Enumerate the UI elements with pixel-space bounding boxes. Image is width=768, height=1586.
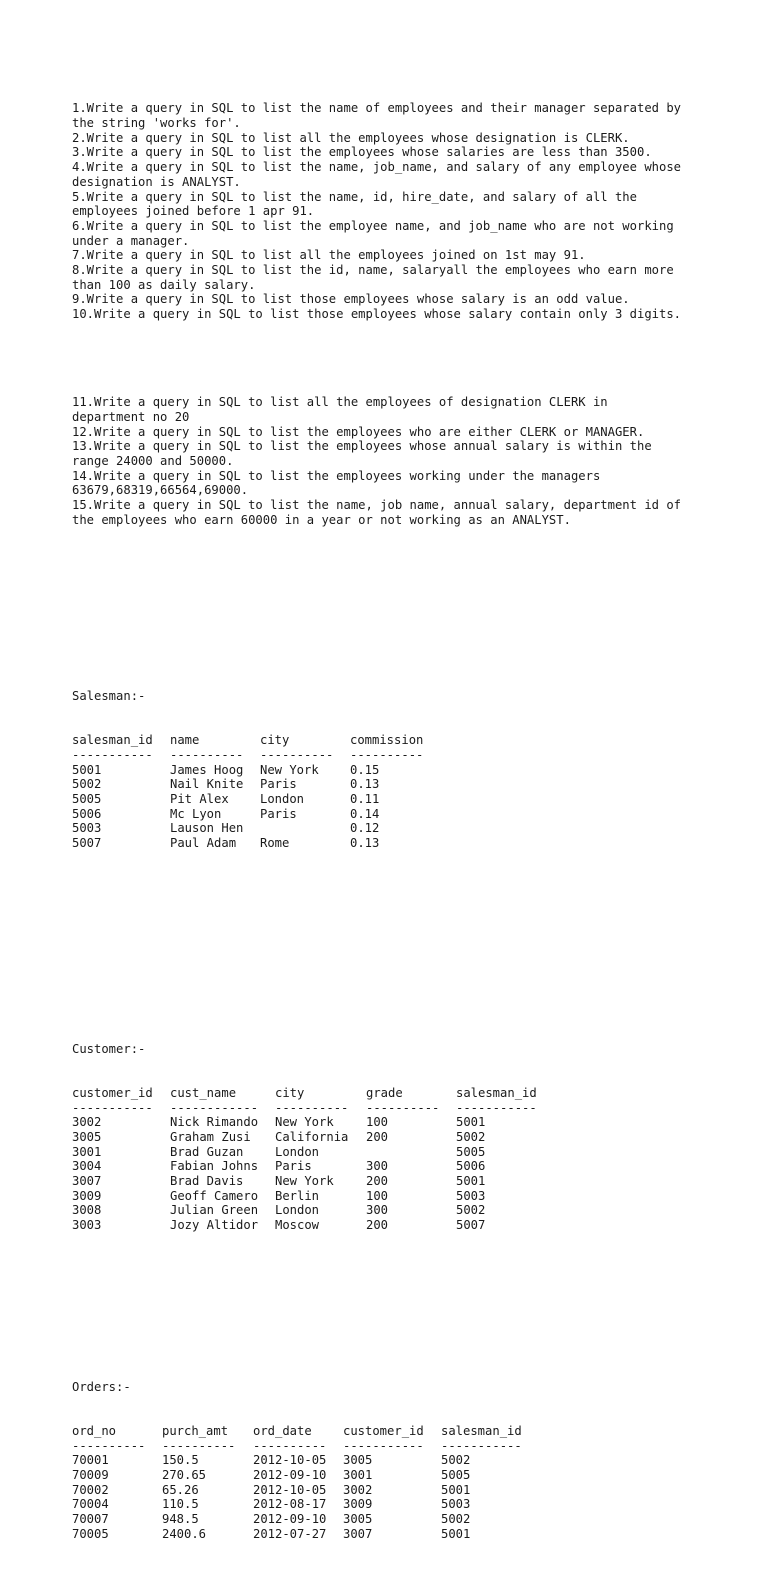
table-row	[72, 807, 732, 822]
table-cell: 3009	[343, 1497, 373, 1512]
table-cell: Paris	[275, 1159, 312, 1174]
table-row	[72, 1527, 732, 1542]
table-cell: 70007	[72, 1512, 109, 1527]
table-cell: Brad Guzan	[170, 1144, 244, 1159]
table-cell: city	[275, 1085, 305, 1100]
table-cell: Julian Green	[170, 1203, 259, 1218]
table-row	[72, 777, 732, 792]
table-cell: 3002	[343, 1482, 373, 1497]
question-line: employees joined before 1 apr 91.	[72, 204, 315, 219]
table-cell: 300	[366, 1159, 389, 1174]
table-cell: 3001	[72, 1144, 102, 1159]
table-cell: salesman_id	[441, 1423, 522, 1438]
spacer	[72, 1292, 732, 1307]
table-cell: 3005	[343, 1512, 373, 1527]
table-cell: 3004	[72, 1159, 102, 1174]
table-cell: 100	[366, 1188, 389, 1203]
table-row	[72, 836, 732, 851]
table-cell: cust_name	[170, 1085, 237, 1100]
question-line: the employees who earn 60000 in a year or not working as an ANALYST.	[72, 512, 571, 527]
table-cell	[260, 821, 350, 836]
table-cell: 2012-10-05	[253, 1482, 327, 1497]
table-cell: 70009	[72, 1467, 109, 1482]
table-cell: 3002	[72, 1115, 102, 1130]
table-cell: -----------	[72, 1100, 153, 1115]
table-cell: New York	[260, 762, 319, 777]
question-line: 12.Write a query in SQL to list the employees who are either CLERK or MANAGER.	[72, 424, 645, 439]
table-cell: ord_no	[72, 1423, 117, 1438]
table-cell: ----------	[260, 747, 334, 762]
table-cell: commission	[350, 733, 424, 748]
table-cell: salesman_id	[72, 733, 153, 748]
table-cell: Rome	[260, 836, 290, 851]
table-row	[72, 1512, 732, 1527]
table-cell: Nick Rimando	[170, 1115, 259, 1130]
table-cell: 5006	[72, 806, 102, 821]
question-line: 63679,68319,66564,69000.	[72, 483, 249, 498]
table-row	[72, 792, 732, 807]
table-cell: 3005	[343, 1453, 373, 1468]
table-row	[72, 1174, 732, 1189]
table-cell: New York	[275, 1115, 334, 1130]
table-header-row	[72, 733, 732, 748]
table-cell: 300	[366, 1203, 389, 1218]
table-cell: 100	[366, 1115, 389, 1130]
question-line: designation is ANALYST.	[72, 174, 241, 189]
table-cell: ----------	[253, 1438, 327, 1453]
table-cell: Paris	[260, 806, 297, 821]
table-row	[72, 1115, 732, 1130]
table-cell: 3007	[343, 1526, 373, 1541]
table-cell: 5005	[72, 791, 102, 806]
table-cell: 70001	[72, 1453, 109, 1468]
question-list-1	[72, 101, 732, 321]
table-cell: 5003	[72, 821, 102, 836]
table-cell: -----------	[72, 747, 153, 762]
table-cell: -----------	[343, 1438, 424, 1453]
question-line: 14.Write a query in SQL to list the employees working under the managers	[72, 468, 601, 483]
table-cell: 5003	[456, 1188, 486, 1203]
question-line: 3.Write a query in SQL to list the employees whose salaries are less than 3500.	[72, 145, 652, 160]
table-row	[72, 1189, 732, 1204]
question-line: 13.Write a query in SQL to list the employees whose annual salary is within the	[72, 439, 652, 454]
table-cell: Paris	[260, 777, 297, 792]
table-title: Orders:-	[72, 1379, 131, 1394]
table-cell: Geoff Camero	[170, 1188, 259, 1203]
table-cell: Nail Knite	[170, 777, 244, 792]
table-cell: Pit Alex	[170, 791, 229, 806]
table-cell: 2012-08-17	[253, 1497, 327, 1512]
table-cell: 0.13	[350, 836, 380, 851]
table-header-row	[72, 1424, 732, 1439]
table-cell: London	[275, 1203, 320, 1218]
table-cell: 3003	[72, 1218, 102, 1233]
salesman-table	[72, 660, 732, 880]
table-cell: 2012-09-10	[253, 1467, 327, 1482]
table-cell: 200	[366, 1218, 389, 1233]
table-cell: Moscow	[275, 1218, 320, 1233]
table-cell: purch_amt	[162, 1423, 229, 1438]
table-cell: 70005	[72, 1526, 109, 1541]
table-cell: 5002	[456, 1129, 486, 1144]
table-row	[72, 1203, 732, 1218]
question-list-2	[72, 395, 732, 527]
question-line: 15.Write a query in SQL to list the name, job name, annual salary, department id of	[72, 498, 682, 513]
table-row	[72, 1483, 732, 1498]
table-row	[72, 1453, 732, 1468]
table-row	[72, 821, 732, 836]
spacer	[72, 910, 732, 925]
table-cell: ----------	[72, 1438, 146, 1453]
table-cell: 5001	[441, 1482, 471, 1497]
table-cell: 5003	[441, 1497, 471, 1512]
table-cell: -----------	[456, 1100, 537, 1115]
table-cell: customer_id	[343, 1423, 424, 1438]
table-cell: 150.5	[162, 1453, 199, 1468]
table-cell: 2012-10-05	[253, 1453, 327, 1468]
table-cell: Berlin	[275, 1188, 320, 1203]
table-cell: 70002	[72, 1482, 109, 1497]
table-cell: salesman_id	[456, 1085, 537, 1100]
question-line: the string 'works for'.	[72, 116, 241, 131]
table-cell: 3001	[343, 1467, 373, 1482]
table-header-row	[72, 1086, 732, 1101]
question-line: 10.Write a query in SQL to list those employees whose salary contain only 3 digits.	[72, 307, 682, 322]
question-line: under a manager.	[72, 233, 190, 248]
question-line: 6.Write a query in SQL to list the employee name, and job_name who are not working	[72, 218, 674, 233]
table-row	[72, 1159, 732, 1174]
table-cell: 200	[366, 1174, 389, 1189]
table-cell: 5005	[456, 1144, 486, 1159]
table-cell: grade	[366, 1085, 403, 1100]
table-cell: New York	[275, 1174, 334, 1189]
table-cell: 5002	[456, 1203, 486, 1218]
table-separator-row	[72, 1101, 732, 1116]
table-cell: 2012-09-10	[253, 1512, 327, 1527]
table-row	[72, 1130, 732, 1145]
table-cell: ----------	[162, 1438, 236, 1453]
question-line: 5.Write a query in SQL to list the name, id, hire_date, and salary of all the	[72, 189, 637, 204]
customer-table	[72, 1012, 732, 1262]
table-cell: 0.13	[350, 777, 380, 792]
table-cell: 0.15	[350, 762, 380, 777]
table-cell: -----------	[441, 1438, 522, 1453]
table-cell: California	[275, 1129, 349, 1144]
table-cell: city	[260, 733, 290, 748]
table-cell: name	[170, 733, 200, 748]
table-cell: 5001	[456, 1174, 486, 1189]
table-cell: 5007	[456, 1218, 486, 1233]
table-cell: 270.65	[162, 1467, 207, 1482]
question-line: department no 20	[72, 409, 190, 424]
table-cell	[366, 1145, 456, 1160]
question-line: than 100 as daily salary.	[72, 277, 256, 292]
table-cell: 3005	[72, 1129, 102, 1144]
table-cell: Paul Adam	[170, 836, 237, 851]
table-cell: London	[275, 1144, 320, 1159]
table-cell: James Hoog	[170, 762, 244, 777]
table-cell: 5006	[456, 1159, 486, 1174]
table-cell: Graham Zusi	[170, 1129, 251, 1144]
table-separator-row	[72, 748, 732, 763]
question-line: 11.Write a query in SQL to list all the employees of designation CLERK in	[72, 395, 608, 410]
table-cell: 200	[366, 1129, 389, 1144]
table-cell: ----------	[275, 1100, 349, 1115]
question-line: 7.Write a query in SQL to list all the employees joined on 1st may 91.	[72, 248, 586, 263]
table-cell: 5001	[441, 1526, 471, 1541]
table-cell: 5005	[441, 1467, 471, 1482]
table-cell: Brad Davis	[170, 1174, 244, 1189]
table-cell: London	[260, 791, 305, 806]
question-line: range 24000 and 50000.	[72, 453, 234, 468]
table-cell: Lauson Hen	[170, 821, 244, 836]
spacer	[72, 601, 732, 616]
table-cell: 0.14	[350, 806, 380, 821]
table-cell: Mc Lyon	[170, 806, 222, 821]
spacer	[72, 954, 732, 969]
table-row	[72, 1145, 732, 1160]
table-cell: 5002	[441, 1453, 471, 1468]
table-cell: 3009	[72, 1188, 102, 1203]
table-cell: 5001	[456, 1115, 486, 1130]
table-cell: 65.26	[162, 1482, 199, 1497]
question-line: 1.Write a query in SQL to list the name of employees and their manager separated by	[72, 101, 682, 116]
table-cell: 0.11	[350, 791, 380, 806]
document	[72, 72, 732, 1586]
table-title: Customer:-	[72, 1041, 146, 1056]
table-cell: ------------	[170, 1100, 259, 1115]
spacer	[72, 557, 732, 572]
table-cell: ord_date	[253, 1423, 312, 1438]
table-cell: 5002	[72, 777, 102, 792]
table-row	[72, 1468, 732, 1483]
table-cell: 5002	[441, 1512, 471, 1527]
table-cell: 948.5	[162, 1512, 199, 1527]
question-line: 8.Write a query in SQL to list the id, name, salaryall the employees who earn more	[72, 262, 674, 277]
spacer	[72, 351, 732, 366]
table-cell: Jozy Altidor	[170, 1218, 259, 1233]
table-row	[72, 1218, 732, 1233]
table-cell: 0.12	[350, 821, 380, 836]
table-cell: 110.5	[162, 1497, 199, 1512]
question-line: 9.Write a query in SQL to list those employees whose salary is an odd value.	[72, 292, 630, 307]
table-cell: customer_id	[72, 1085, 153, 1100]
table-row	[72, 763, 732, 778]
table-cell: ----------	[350, 747, 424, 762]
question-line: 4.Write a query in SQL to list the name, job_name, and salary of any employee whose	[72, 160, 682, 175]
table-cell: 5001	[72, 762, 102, 777]
orders-table	[72, 1350, 732, 1570]
table-cell: ----------	[366, 1100, 440, 1115]
table-cell: 5007	[72, 836, 102, 851]
table-cell: 70004	[72, 1497, 109, 1512]
table-cell: 2400.6	[162, 1526, 207, 1541]
table-title: Salesman:-	[72, 689, 146, 704]
table-row	[72, 1497, 732, 1512]
table-cell: 2012-07-27	[253, 1526, 327, 1541]
table-cell: Fabian Johns	[170, 1159, 259, 1174]
table-cell: 3007	[72, 1174, 102, 1189]
table-cell: 3008	[72, 1203, 102, 1218]
table-cell: ----------	[170, 747, 244, 762]
question-line: 2.Write a query in SQL to list all the employees whose designation is CLERK.	[72, 130, 630, 145]
table-separator-row	[72, 1439, 732, 1454]
